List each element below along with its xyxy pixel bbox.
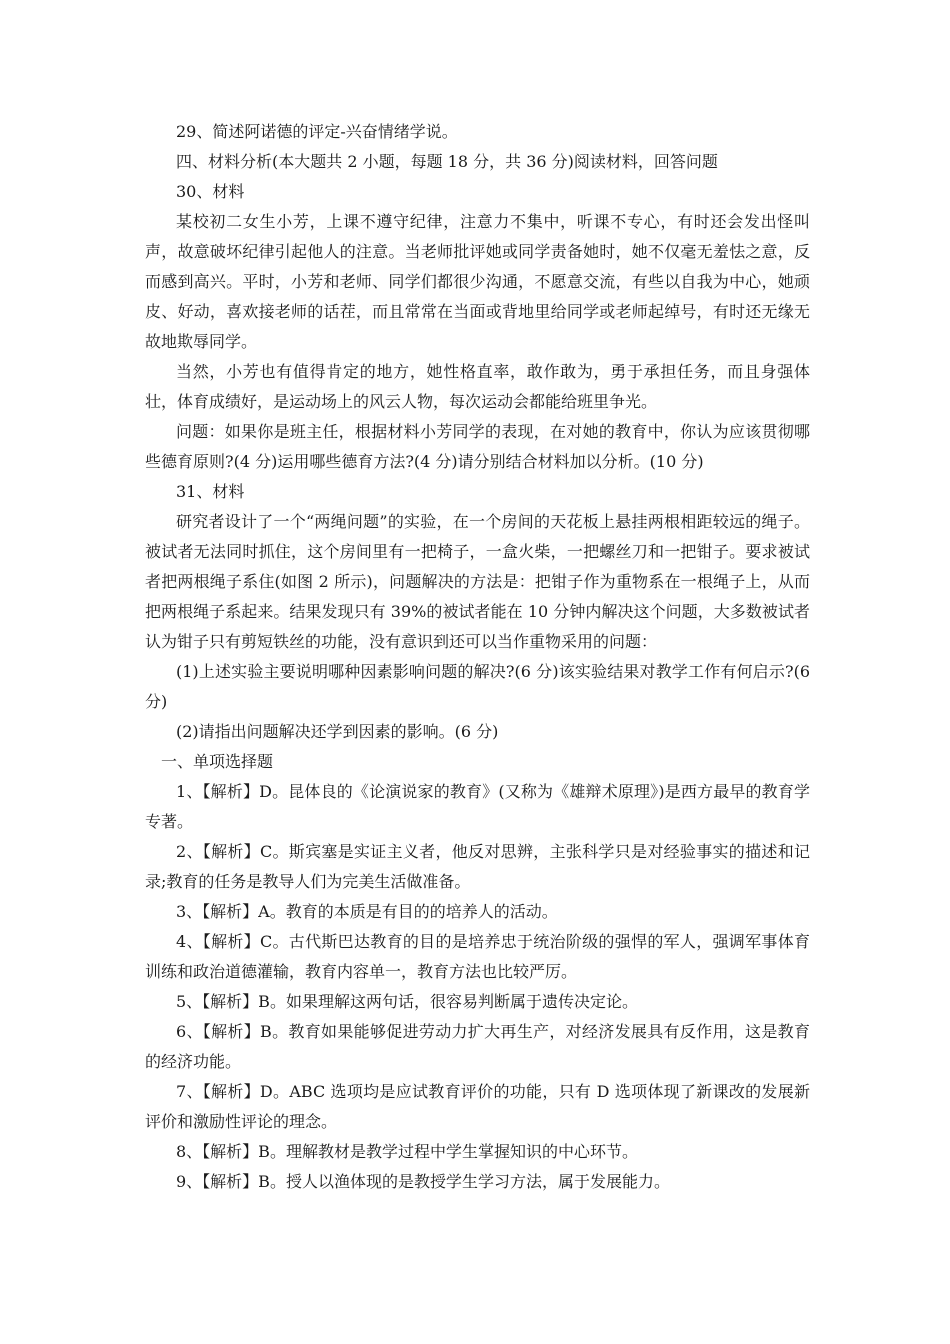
question-30-paragraph-2: 当然，小芳也有值得肯定的地方，她性格直率，敢作敢为，勇于承担任务，而且身强体壮，体育成绩好，是运动场上的风云人物，每次运动会都能给班里争光。 — [145, 362, 810, 411]
answer-item: 9、【解析】B。授人以渔体现的是教授学生学习方法，属于发展能力。 — [176, 1172, 670, 1191]
answer-item: 5、【解析】B。如果理解这两句话，很容易判断属于遗传决定论。 — [176, 992, 638, 1011]
answer-item: 7、【解析】D。ABC 选项均是应试教育评价的功能，只有 D 选项体现了新课改的发展新评价和激励性评论的理念。 — [145, 1082, 810, 1131]
answer-item: 8、【解析】B。理解教材是教学过程中学生掌握知识的中心环节。 — [176, 1142, 638, 1161]
answer-item: 4、【解析】C。古代斯巴达教育的目的是培养忠于统治阶级的强悍的军人，强调军事体育训练和政治道德灌输，教育内容单一，教育方法也比较严厉。 — [145, 932, 810, 981]
answer-item: 2、【解析】C。斯宾塞是实证主义者，他反对思辨，主张科学只是对经验事实的描述和记录;教育的任务是教导人们为完美生活做准备。 — [145, 842, 810, 891]
answer-item: 3、【解析】A。教育的本质是有目的的培养人的活动。 — [176, 902, 558, 921]
question-31-subquestion-2: (2)请指出问题解决还学到因素的影响。(6 分) — [176, 722, 499, 741]
answer-item: 6、【解析】B。教育如果能够促进劳动力扩大再生产，对经济发展具有反作用，这是教育的经济功能。 — [145, 1022, 810, 1071]
question-30-paragraph-1: 某校初二女生小芳，上课不遵守纪律，注意力不集中，听课不专心，有时还会发出怪叫声，故意破坏纪律引起他人的注意。当老师批评她或同学责备她时，她不仅毫无羞怯之意，反而感到高兴。平时，小芳和老师、同学们都很少沟通，不愿意交流，有些以自我为中心，她顽皮、好动，喜欢接老师的话茬，而且常常在当面或背地里给同学或老师起绰号，有时还无缘无故地欺辱同学。 — [145, 212, 810, 351]
question-31-label: 31、材料 — [176, 482, 245, 501]
question-29: 29、简述阿诺德的评定-兴奋情绪学说。 — [176, 122, 458, 141]
document-body — [145, 117, 810, 1197]
section-4-title: 四、材料分析(本大题共 2 小题，每题 18 分，共 36 分)阅读材料，回答问题 — [176, 152, 718, 171]
answer-item: 1、【解析】D。昆体良的《论演说家的教育》(又称为《雄辩术原理》)是西方最早的教育学专著。 — [145, 782, 810, 831]
question-30-prompt: 问题：如果你是班主任，根据材料小芳同学的表现，在对她的教育中，你认为应该贯彻哪些德育原则?(4 分)运用哪些德育方法?(4 分)请分别结合材料加以分析。(10 分) — [145, 422, 810, 471]
answers-section-title: 一、单项选择题 — [161, 752, 274, 771]
question-31-subquestion-1: (1)上述实验主要说明哪种因素影响问题的解决?(6 分)该实验结果对教学工作有何启示?(6 分) — [145, 662, 810, 711]
question-31-paragraph: 研究者设计了一个“两绳问题”的实验，在一个房间的天花板上悬挂两根相距较远的绳子。被试者无法同时抓住，这个房间里有一把椅子，一盒火柴，一把螺丝刀和一把钳子。要求被试者把两根绳子系住(如图 2 所示)，问题解决的方法是：把钳子作为重物系在一根绳子上，从而把两根绳子系起来。结果发现只有 39%的被试者能在 10 分钟内解决这个问题，大多数被试者认为钳子只有剪短铁丝的功能，没有意识到还可以当作重物采用的问题： — [145, 512, 810, 651]
question-30-label: 30、材料 — [176, 182, 245, 201]
